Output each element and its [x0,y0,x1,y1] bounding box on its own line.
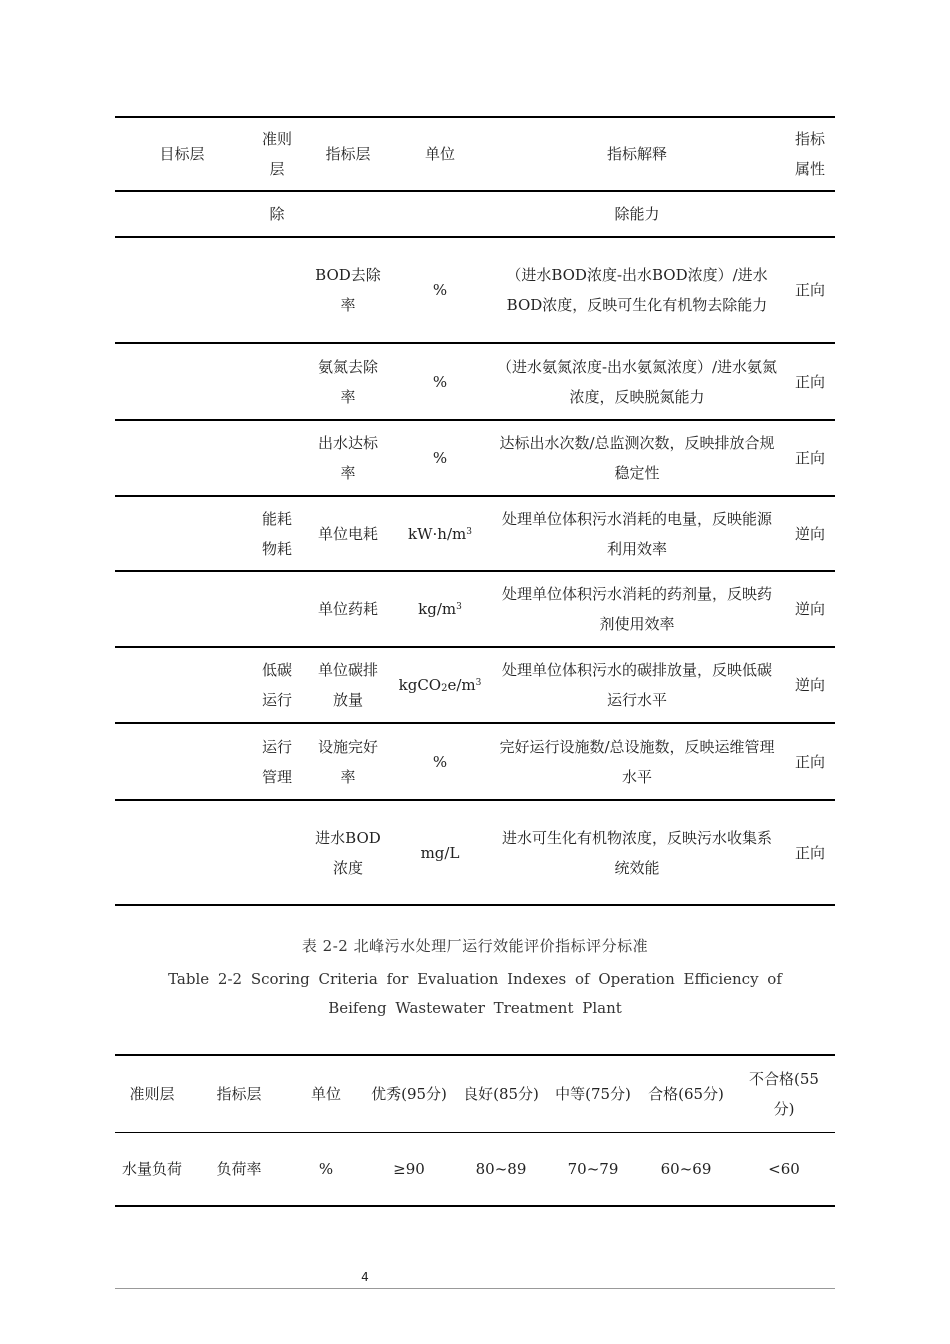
cell-unit [391,191,489,237]
unit-superscript: 3 [456,602,462,612]
cell-attribute: 正向 [794,752,825,771]
cell-indicator: BOD去除率 [315,266,381,314]
cell-explanation: 进水可生化有机物浓度，反映污水收集系统效能 [501,828,772,877]
unit-text: kgCO [398,676,442,694]
cell-medium: 70~79 [567,1159,619,1178]
cell-indicator: 设施完好率 [317,737,378,786]
table-row [115,723,835,800]
scoring-criteria-table [115,1054,835,1207]
cell-goal [115,723,249,800]
cell-fail: <60 [768,1159,800,1178]
table-row [115,420,835,496]
header-unit: 单位 [424,145,455,163]
cell-explanation: 处理单位体积污水消耗的电量，反映能源利用效率 [501,509,772,558]
header-goal: 目标层 [159,145,205,163]
cell-goal [115,571,249,647]
header-criterion: 准则层 [261,130,292,178]
table-row [115,191,835,237]
cell-attribute: 逆向 [794,600,825,618]
cell-unit [391,571,489,647]
header-good: 良好(85分) [463,1084,539,1103]
cell-attribute: 正向 [794,449,825,467]
header-attribute: 指标属性 [794,130,825,178]
cell-attribute: 逆向 [794,676,825,694]
table-row [115,237,835,343]
cell-attribute: 正向 [794,843,825,862]
cell-criterion: 运行管理 [261,737,292,786]
unit-text: kW·h/m [408,524,467,543]
table-caption-chinese: 表 2-2 北峰污水处理厂运行效能评价指标评分标准 [301,937,649,955]
cell-goal [115,237,249,343]
cell-goal [115,343,249,420]
cell-indicator: 进水BOD浓度 [315,828,381,877]
cell-unit: % [318,1159,334,1178]
table-row [115,343,835,420]
cell-criterion [249,343,305,420]
indicator-explanation-table [115,116,835,906]
cell-explanation: 处理单位体积污水消耗的药剂量，反映药剂使用效率 [501,585,772,633]
table-row [115,496,835,571]
cell-explanation: 达标出水次数/总监测次数，反映排放合规稳定性 [499,434,775,482]
header-indicator: 指标层 [325,145,371,163]
cell-attribute [785,191,835,237]
header-medium: 中等(75分) [555,1084,631,1103]
cell-criterion: 除 [269,205,285,223]
cell-unit: % [432,752,448,771]
cell-indicator [305,191,391,237]
cell-unit: mg/L [420,843,460,862]
cell-goal [115,191,249,237]
table-row [115,1132,835,1206]
cell-unit [391,647,489,723]
header-pass: 合格(65分) [648,1084,724,1103]
cell-unit: % [432,372,448,391]
page-number: 4 [361,1270,369,1284]
table2-header-row [115,1055,835,1132]
cell-criterion: 低碳运行 [261,661,292,709]
cell-pass: 60~69 [660,1159,712,1178]
header-unit: 单位 [310,1084,341,1103]
unit-text: e/m [447,676,476,694]
unit-superscript: 3 [475,678,482,688]
cell-attribute: 逆向 [794,524,825,543]
cell-unit [391,496,489,571]
header-indicator: 指标层 [216,1084,262,1103]
table1-header-row [115,117,835,191]
header-explanation: 指标解释 [606,145,667,163]
table-row [115,571,835,647]
cell-goal [115,647,249,723]
cell-unit: % [432,449,448,467]
cell-explanation: 除能力 [614,205,660,223]
cell-indicator: 单位碳排放量 [317,661,378,709]
cell-indicator: 负荷率 [216,1159,262,1178]
cell-explanation: 完好运行设施数/总设施数，反映运维管理水平 [499,737,775,786]
cell-indicator: 氨氮去除率 [317,357,378,406]
unit-superscript: 3 [466,526,472,537]
table-caption-english: Table 2-2 Scoring Criteria for Evaluation Indexes of Operation Efficiency of Beifeng Wastewater Treatment Plant [168,970,782,1017]
header-criterion: 准则层 [129,1084,175,1103]
cell-good: 80~89 [475,1159,527,1178]
cell-indicator: 单位电耗 [317,524,378,543]
cell-criterion [249,237,305,343]
table-row [115,800,835,905]
cell-indicator: 单位药耗 [317,600,378,618]
cell-explanation: （进水BOD浓度-出水BOD浓度）/进水BOD浓度，反映可生化有机物去除能力 [506,266,768,314]
cell-goal [115,496,249,571]
cell-criterion [249,571,305,647]
footer-divider [115,1288,835,1289]
cell-criterion: 能耗物耗 [261,509,292,558]
table-row [115,647,835,723]
cell-excellent: ≥90 [393,1159,425,1178]
cell-explanation: （进水氨氮浓度-出水氨氮浓度）/进水氨氮浓度，反映脱氮能力 [496,357,778,406]
unit-text: kg/m [418,600,457,618]
header-fail: 不合格(55分) [749,1069,819,1118]
cell-explanation: 处理单位体积污水的碳排放量，反映低碳运行水平 [501,661,772,709]
cell-attribute: 正向 [794,281,825,299]
cell-goal [115,420,249,496]
cell-criterion [249,420,305,496]
cell-criterion [249,800,305,905]
cell-attribute: 正向 [794,372,825,391]
cell-criterion: 水量负荷 [121,1159,182,1178]
header-excellent: 优秀(95分) [371,1084,447,1103]
cell-goal [115,800,249,905]
unit-subscript: 2 [441,683,448,694]
cell-indicator: 出水达标率 [317,434,378,482]
cell-unit: % [432,281,448,299]
